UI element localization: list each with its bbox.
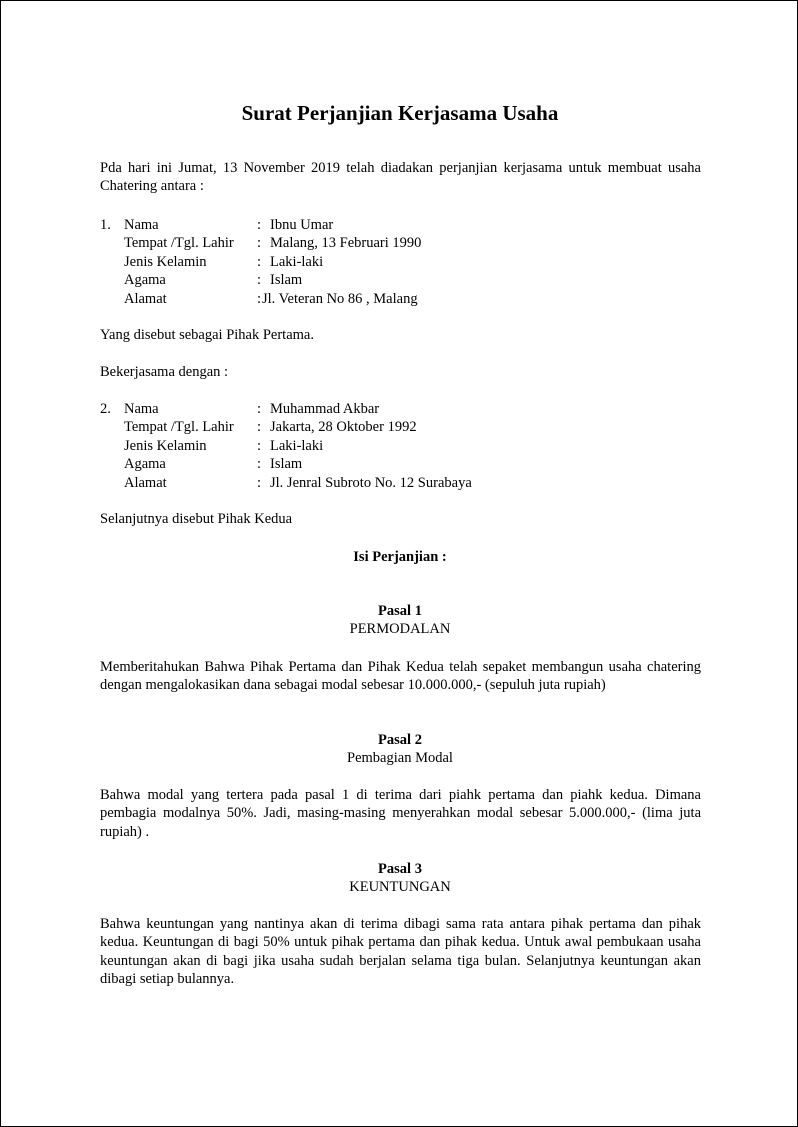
party2-row-address (100, 474, 660, 492)
cooperate-line: Bekerjasama dengan : (100, 364, 229, 380)
article3-subtitle: KEUNTUNGAN (349, 879, 451, 895)
party1-note: Yang disebut sebagai Pihak Pertama. (100, 327, 314, 343)
party1-row-birth (100, 234, 660, 252)
field-value: Jl. Veteran No 86 , Malang (262, 290, 418, 307)
field-value: Laki-laki (270, 253, 324, 270)
field-value: Islam (270, 272, 303, 289)
field-value: Muhammad Akbar (270, 401, 380, 417)
article2-subtitle: Pembagian Modal (347, 750, 453, 766)
party2-details (100, 400, 660, 492)
party2-row-religion (100, 455, 660, 473)
document-title: Surat Perjanjian Kerjasama Usaha (241, 101, 559, 125)
field-colon: : (257, 437, 262, 454)
field-value: Jl. Jenral Subroto No. 12 Surabaya (270, 474, 472, 491)
field-label: Alamat (124, 290, 167, 307)
article2-heading: Pasal 2 (378, 732, 422, 748)
party1-details (100, 216, 660, 308)
field-label: Nama (124, 401, 159, 417)
field-value: Islam (270, 456, 303, 473)
field-colon: : (257, 217, 262, 233)
field-label: Tempat /Tgl. Lahir (124, 419, 234, 436)
field-label: Agama (124, 272, 166, 289)
field-label: Jenis Kelamin (124, 437, 207, 454)
party2-number: 2. (100, 401, 111, 417)
article3-text: Bahwa keuntungan yang nantinya akan di terima dibagi sama rata antara pihak pertama dan pihak kedua. Keuntungan di bagi 50% untuk pihak pertama dan pihak kedua. Untuk awal pembukaan usaha keuntungan akan di bagi jika usaha sudah berjalan selama tiga bulan. Selanjutnya keuntungan akan dibagi setiap bulannya. (100, 916, 701, 988)
party2-note: Selanjutnya disebut Pihak Kedua (100, 511, 293, 527)
field-value: Ibnu Umar (270, 217, 334, 233)
party2-row-name (100, 400, 660, 418)
article1-subtitle: PERMODALAN (349, 621, 451, 637)
party2-row-birth (100, 418, 660, 436)
article1-text: Memberitahukan Bahwa Pihak Pertama dan Pihak Kedua telah sepaket membangun usaha chatering dengan mengalokasikan dana sebagai modal sebesar 10.000.000,- (sepuluh juta rupiah) (100, 659, 701, 694)
party1-number: 1. (100, 217, 111, 233)
field-colon: : (257, 401, 262, 417)
party2-row-gender (100, 437, 660, 455)
field-colon: : (257, 474, 262, 491)
field-label: Alamat (124, 474, 167, 491)
field-label: Tempat /Tgl. Lahir (124, 235, 234, 252)
field-value: Jakarta, 28 Oktober 1992 (270, 419, 417, 436)
field-colon: : (257, 419, 262, 436)
field-value: Laki-laki (270, 437, 324, 454)
party1-row-address (100, 290, 660, 308)
field-colon: : (257, 272, 262, 289)
contents-heading: Isi Perjanjian : (353, 549, 447, 565)
article2-text: Bahwa modal yang tertera pada pasal 1 di terima dari piahk pertama dan piahk kedua. Dimana pembagia modalnya 50%. Jadi, masing-masing menyerahkan modal sebesar 5.000.000,- (lima juta rupiah) . (100, 787, 701, 840)
field-value: Malang, 13 Februari 1990 (270, 235, 422, 252)
intro-paragraph: Pda hari ini Jumat, 13 November 2019 telah diadakan perjanjian kerjasama untuk membuat usaha Chatering antara : (100, 160, 701, 195)
field-label: Jenis Kelamin (124, 253, 207, 270)
field-label: Nama (124, 217, 159, 233)
field-label: Agama (124, 456, 166, 473)
party1-row-gender (100, 253, 660, 271)
field-colon: : (257, 235, 262, 252)
party1-row-religion (100, 271, 660, 289)
field-colon: : (257, 456, 262, 473)
field-colon: : (257, 253, 262, 270)
field-colon: : (257, 290, 262, 307)
party1-row-name (100, 216, 660, 234)
article1-heading: Pasal 1 (378, 603, 422, 619)
article3-heading: Pasal 3 (378, 861, 422, 877)
